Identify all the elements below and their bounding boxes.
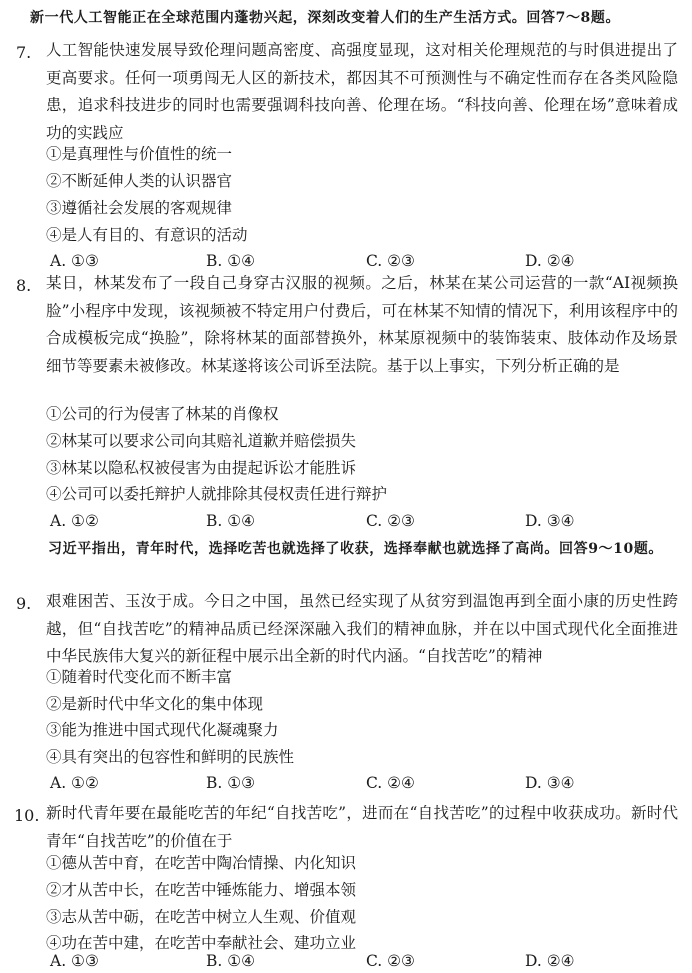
question-10-choice-a: A. ①③ [50, 952, 99, 970]
question-7-option-2: ②不断延伸人类的认识器官 [46, 172, 233, 190]
question-7-option-3: ③遵循社会发展的客观规律 [46, 199, 233, 217]
question-9-stem: 艰难困苦、玉汝于成。今日之中国，虽然已经实现了从贫穷到温饱再到全面小康的历史性跨越，但“自找苦吃”的精神品质已经深深融入我们的精神血脉，并在以中国式现代化全面推进中华民族伟大复兴的新征程中展示出全新的时代内涵。“自找苦吃”的精神 [46, 592, 678, 666]
question-10-stem: 新时代青年要在最能吃苦的年纪“自找苦吃”，进而在“自找苦吃”的过程中收获成功。新时代青年“自找苦吃”的价值在于 [46, 804, 678, 850]
question-7-stem: 人工智能快速发展导致伦理问题高密度、高强度显现，这对相关伦理规范的与时俱进提出了更高要求。任何一项勇闯无人区的新技术，都因其不可预测性与不确定性而存在各类风险隐患，追求科技进步的同时也需要强调科技向善、伦理在场。“科技向善、伦理在场”意味着成功的实践应 [46, 41, 678, 142]
question-8-option-3: ③林某以隐私权被侵害为由提起诉讼才能胜诉 [46, 459, 357, 477]
question-10-choice-c: C. ②③ [366, 952, 415, 970]
question-9-number: 9. [16, 594, 32, 613]
question-7-option-1: ①是真理性与价值性的统一 [46, 145, 233, 163]
question-8-stem: 某日，林某发布了一段自己身穿古汉服的视频。之后，林某在某公司运营的一款“AI视频换脸”小程序中发现，该视频被不特定用户付费后，可在林某不知情的情况下，利用该程序中的合成模板完成“换脸”，除将林某的面部替换外，林某原视频中的装饰装束、肢体动作及场景细节等要素未被修改。林某遂将该公司诉至法院。基于以上事实，下列分析正确的是 [46, 274, 678, 375]
question-10-number: 10. [14, 806, 40, 825]
question-9-choice-c: C. ②④ [366, 774, 415, 792]
question-7-choice-a: A. ①③ [50, 252, 99, 270]
question-7-number: 7. [16, 43, 32, 62]
question-9-option-4: ④具有突出的包容性和鲜明的民族性 [46, 748, 295, 766]
question-8-number: 8. [16, 276, 32, 295]
question-10-option-1: ①德从苦中育，在吃苦中陶冶情操、内化知识 [46, 854, 357, 872]
question-10-choice-d: D. ②④ [525, 952, 575, 970]
question-8-choice-a: A. ①② [50, 512, 99, 530]
question-8-option-4: ④公司可以委托辩护人就排除其侵权责任进行辩护 [46, 485, 388, 503]
question-9-choice-b: B. ①③ [206, 774, 256, 792]
question-10-choice-b: B. ①④ [206, 952, 256, 970]
intro-7-8: 新一代人工智能正在全球范围内蓬勃兴起，深刻改变着人们的生产生活方式。回答7～8题。 [30, 10, 621, 26]
question-7-choice-d: D. ②④ [525, 252, 575, 270]
question-8-choice-c: C. ②③ [366, 512, 415, 530]
question-8-choice-d: D. ③④ [525, 512, 575, 530]
question-8-option-1: ①公司的行为侵害了林某的肖像权 [46, 405, 279, 423]
question-10-option-2: ②才从苦中长，在吃苦中锤炼能力、增强本领 [46, 881, 357, 899]
question-7-choice-c: C. ②③ [366, 252, 415, 270]
question-9-option-1: ①随着时代变化而不断丰富 [46, 668, 233, 686]
question-10-option-3: ③志从苦中砺，在吃苦中树立人生观、价值观 [46, 908, 357, 926]
question-8-choice-b: B. ①④ [206, 512, 256, 530]
intro-9-10: 习近平指出，青年时代，选择吃苦也就选择了收获，选择奉献也就选择了高尚。回答9～10题。 [48, 541, 664, 557]
question-7-option-4: ④是人有目的、有意识的活动 [46, 226, 248, 244]
question-9-option-3: ③能为推进中国式现代化凝魂聚力 [46, 721, 279, 739]
question-8-option-2: ②林某可以要求公司向其赔礼道歉并赔偿损失 [46, 432, 357, 450]
question-7-choice-b: B. ①④ [206, 252, 256, 270]
question-9-option-2: ②是新时代中华文化的集中体现 [46, 695, 264, 713]
question-10-option-4: ④功在苦中建，在吃苦中奉献社会、建功立业 [46, 934, 357, 952]
question-9-choice-d: D. ③④ [525, 774, 575, 792]
question-9-choice-a: A. ①② [50, 774, 99, 792]
